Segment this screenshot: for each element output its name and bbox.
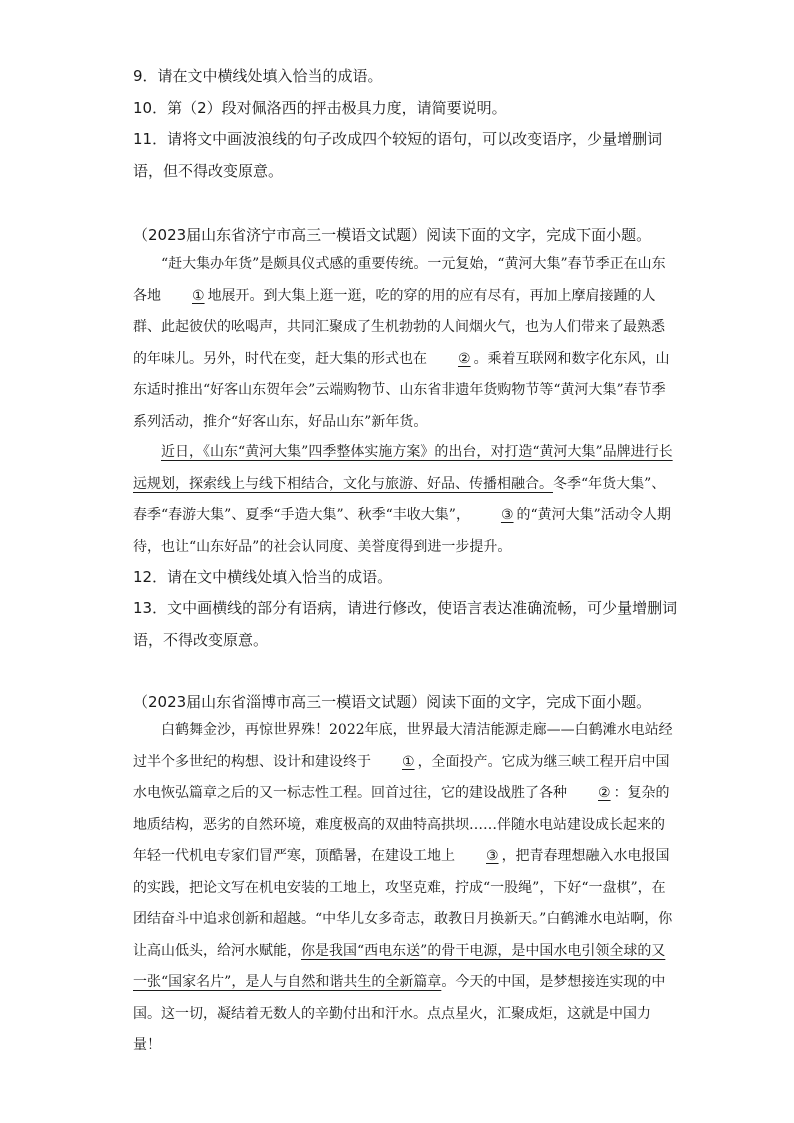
- passage-3-text-d: ，把青春理想融入水电报国的实践，把论文写在机电安装的工地上，攻坚克难，拧成“一股绳”，下好“一盘棋”，在团结奋斗中追求创新和超越。“中华儿女多奇志，敢教日月换新天。”白鹤滩水电站啊，你让高山低头，给河水赋能，: [133, 848, 673, 959]
- source-zibo: （2023届山东省淄博市高三一模语文试题）阅读下面的文字，完成下面小题。: [133, 693, 652, 711]
- passage-3-text-e: 。今天的中国，是梦想接连实现的中国。这一切，凝结着无数人的辛勤付出和汗水。点点星火，汇聚成炬，这就是中国力量！: [133, 974, 666, 1053]
- blank-1: ①: [402, 753, 415, 770]
- blank-3: ③: [486, 848, 499, 864]
- passage-3-text-b: ，全面投产。它成为继三峡工程开启中国水电恢弘篇章之后的又一标志性工程。回首过往，它的建设战胜了各种: [133, 753, 670, 801]
- question-12: 12．请在文中横线处填入恰当的成语。: [133, 568, 393, 586]
- underlined-sentence: 近日，《山东“黄河大集”四季整体实施方案》的出台，对打造“黄河大集”品牌进行长远规划，探索线上与线下相结合，文化与旅游、好品、传播相融合。: [133, 444, 673, 492]
- blank-3: ③: [500, 507, 514, 523]
- passage-2-text-d: 冬季“年货大集”、春季“春游大集”、夏季“手造大集”、秋季“丰收大集”，: [133, 475, 666, 523]
- passage-2-text-e: 的“黄河大集”活动令人期待，也让“山东好品”的社会认同度、美誉度得到进一步提升。: [133, 507, 671, 555]
- blank-2: ②: [598, 785, 611, 801]
- question-13: 13．文中画横线的部分有语病，请进行修改，使语言表达准确流畅，可少量增删词语，不得改变原意。: [133, 599, 678, 649]
- blank-2: ②: [458, 350, 471, 367]
- passage-3-paragraph-1: [133, 715, 678, 1062]
- blank-1: ①: [192, 287, 205, 304]
- passage-2-paragraph-2: [133, 437, 678, 563]
- passage-2-paragraph-1: [133, 249, 678, 438]
- passage-2-text-a: “赶大集办年货”是颇具仪式感的重要传统。一元复始，“黄河大集”春节季正在山东各地: [133, 256, 666, 304]
- question-10: 10．第（2）段对佩洛西的抨击极具力度，请简要说明。: [133, 99, 507, 117]
- source-jining: （2023届山东省济宁市高三一模语文试题）阅读下面的文字，完成下面小题。: [133, 226, 652, 244]
- question-9: 9．请在文中横线处填入恰当的成语。: [133, 67, 383, 85]
- passage-3-text-c: ：复杂的地质结构，恶劣的自然环境，难度极高的双曲特高拱坝……伴随水电站建设成长起来的年轻一代机电专家们冒严寒，顶酷暑，在建设工地上: [133, 785, 670, 864]
- question-11: 11．请将文中画波浪线的句子改成四个较短的语句，可以改变语序，少量增删词语，但不得改变原意。: [133, 130, 663, 180]
- passage-2-text-b: 地展开。到大集上逛一逛，吃的穿的用的应有尽有，再加上摩肩接踵的人群、此起彼伏的吆喝声，共同汇聚成了生机勃勃的人间烟火气，也为人们带来了最熟悉的年味儿。另外，时代在变，赶大集的形式也在: [133, 287, 665, 367]
- passage-3-text-a: 白鹤舞金沙，再惊世界殊！2022年底，世界最大清洁能源走廊——白鹤滩水电站经过半个多世纪的构想、设计和建设终于: [133, 722, 673, 770]
- underlined-sentence: 你是我国“西电东送”的骨干电源，是中国水电引领全球的又一张“国家名片”，是人与自然和谐共生的全新篇章: [133, 942, 666, 990]
- passage-2-text-c: 。乘着互联网和数字化东风，山东适时推出“好客山东贺年会”云端购物节、山东省非遗年货购物节等“黄河大集”春节季系列活动，推介“好客山东，好品山东”新年货。: [133, 350, 670, 430]
